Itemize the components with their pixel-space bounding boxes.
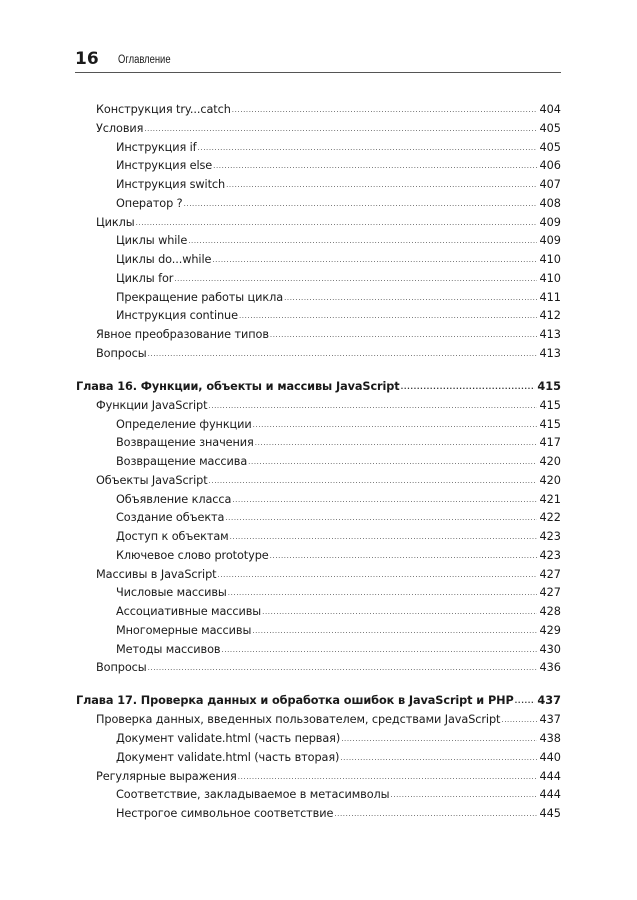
toc-entry-title: Инструкция if — [116, 140, 197, 154]
dot-leader — [188, 232, 537, 250]
toc-entry[interactable] — [116, 270, 561, 288]
toc-entry[interactable] — [116, 547, 561, 565]
toc-entry-page: 409 — [539, 215, 561, 229]
toc-entry-page: 444 — [539, 769, 561, 783]
toc-entry[interactable] — [116, 509, 561, 527]
toc-entry-title: Возвращение значения — [116, 436, 254, 450]
toc-entry-page: 430 — [539, 642, 561, 656]
header-rule — [75, 72, 561, 73]
dot-leader — [340, 749, 537, 767]
dot-leader — [255, 434, 538, 452]
dot-leader — [228, 584, 538, 602]
dot-leader — [209, 472, 538, 490]
toc-entry-title: Ассоциативные массивы — [116, 605, 262, 618]
dot-leader — [341, 730, 537, 748]
toc-entry-title: Регулярные выражения — [96, 769, 237, 783]
toc-entry[interactable] — [116, 176, 561, 194]
toc-entry-title: Проверка данных, введенных пользователем, средствами JavaScript — [96, 713, 501, 727]
toc-entry[interactable] — [96, 472, 561, 490]
toc-entry-page: 404 — [539, 103, 561, 116]
toc-entry-title: Циклы — [96, 215, 135, 229]
toc-entry-title: Глава 17. Проверка данных и обработка ошибок в JavaScript и PHP — [76, 694, 514, 707]
toc-entry[interactable] — [116, 307, 561, 325]
toc-entry-page: 420 — [539, 455, 561, 468]
toc-entry-title: Функции JavaScript — [96, 398, 208, 412]
dot-leader — [144, 120, 537, 138]
toc-entry-page: 437 — [539, 713, 561, 727]
toc-entry-title: Циклы while — [116, 234, 188, 248]
toc-entry[interactable] — [116, 232, 561, 250]
page-number: 16 — [75, 49, 99, 69]
toc-entry[interactable] — [116, 195, 561, 213]
toc-entry-title: Объекты JavaScript — [96, 473, 208, 487]
dot-leader — [334, 805, 537, 823]
toc-entry-title: Вопросы — [96, 661, 147, 675]
toc-entry-page: 444 — [539, 788, 561, 802]
toc-entry-page: 408 — [539, 196, 561, 210]
toc-entry-page: 407 — [539, 178, 561, 191]
toc-entry-page: 436 — [539, 661, 561, 675]
toc-entry-title: Конструкция try...catch — [96, 103, 231, 116]
toc-entry-page: 437 — [537, 694, 561, 707]
toc-entry-page: 410 — [539, 271, 561, 285]
toc-entry-title: Числовые массивы — [116, 586, 227, 600]
toc-entry-page: 411 — [539, 290, 561, 304]
dot-leader — [248, 453, 537, 471]
toc-entry[interactable] — [96, 214, 561, 232]
toc-entry[interactable] — [116, 528, 561, 546]
dot-leader — [239, 307, 537, 325]
toc-entry-page: 413 — [539, 346, 561, 360]
dot-leader — [232, 491, 537, 509]
toc-entry-page: 428 — [539, 605, 561, 618]
toc-entry-page: 415 — [539, 417, 561, 431]
toc-entry-page: 405 — [539, 121, 561, 135]
dot-leader — [148, 345, 538, 363]
dot-leader — [226, 176, 537, 194]
toc-entry-page: 417 — [539, 436, 561, 450]
toc-entry[interactable] — [116, 603, 561, 621]
dot-leader — [230, 528, 538, 546]
toc-entry-title: Ключевое слово prototype — [116, 548, 269, 562]
toc-entry-title: Условия — [96, 121, 144, 135]
toc-entry-page: 427 — [539, 567, 561, 581]
toc-entry-title: Вопросы — [96, 346, 147, 360]
toc-entry-page: 420 — [539, 473, 561, 487]
toc-entry-page: 412 — [539, 309, 561, 323]
toc-chapter-entry[interactable] — [76, 378, 561, 396]
toc-entry-page: 410 — [539, 253, 561, 266]
toc-entry[interactable] — [116, 749, 561, 767]
toc-entry[interactable] — [116, 805, 561, 823]
toc-entry-title: Инструкция switch — [116, 178, 226, 191]
toc-entry[interactable] — [96, 345, 561, 363]
dot-leader — [184, 195, 538, 213]
toc-entry-title: Инструкция continue — [116, 309, 238, 323]
toc-entry-title: Доступ к объектам — [116, 530, 229, 543]
toc-entry-page: 405 — [539, 140, 561, 154]
toc-entry[interactable] — [116, 491, 561, 509]
toc-entry-page: 415 — [537, 379, 561, 393]
toc-entry[interactable] — [116, 139, 561, 157]
dot-leader — [232, 101, 538, 119]
dot-leader — [221, 641, 537, 659]
toc-entry-page: 406 — [539, 159, 561, 173]
toc-entry-page: 429 — [539, 623, 561, 637]
running-head — [75, 49, 561, 73]
toc-entry[interactable] — [96, 711, 561, 729]
toc-entry[interactable] — [116, 434, 561, 452]
toc-entry[interactable] — [116, 641, 561, 659]
dot-leader — [401, 378, 536, 396]
toc-entry[interactable] — [116, 622, 561, 640]
toc-entry[interactable] — [96, 101, 561, 119]
dot-leader — [225, 509, 537, 527]
toc-entry[interactable] — [116, 416, 561, 434]
toc-entry[interactable] — [96, 326, 561, 344]
toc-entry[interactable] — [116, 289, 561, 307]
toc-entry-title: Объявление класса — [116, 492, 232, 506]
toc-entry-page: 438 — [539, 732, 561, 745]
toc-entry-title: Определение функции — [116, 417, 252, 431]
toc-entry[interactable] — [96, 659, 561, 677]
toc-entry-title: Прекращение работы цикла — [116, 290, 284, 304]
toc-entry[interactable] — [116, 786, 561, 804]
dot-leader — [213, 157, 537, 175]
dot-leader — [136, 214, 538, 232]
toc-entry-page: 440 — [539, 750, 561, 764]
dot-leader — [270, 547, 538, 565]
toc-entry-title: Документ validate.html (часть первая) — [116, 732, 341, 745]
dot-leader — [501, 711, 537, 729]
dot-leader — [252, 622, 537, 640]
toc-entry-title: Оператор ? — [116, 196, 183, 210]
toc-entry-title: Циклы do...while — [116, 253, 212, 266]
toc-entry-title: Многомерные массивы — [116, 623, 252, 637]
toc-entry-page: 423 — [539, 548, 561, 562]
toc-entry-page: 415 — [539, 398, 561, 412]
toc-entry-title: Инструкция else — [116, 159, 213, 173]
dot-leader — [284, 289, 537, 307]
dot-leader — [198, 139, 538, 157]
toc-entry[interactable] — [96, 566, 561, 584]
toc-entry-page: 445 — [539, 807, 561, 820]
toc-entry[interactable] — [116, 251, 561, 269]
toc-entry[interactable] — [116, 157, 561, 175]
toc-entry-title: Нестрогое символьное соответствие — [116, 807, 334, 820]
toc-chapter-entry[interactable] — [76, 692, 561, 710]
dot-leader — [217, 566, 537, 584]
toc-entry-title: Методы массивов — [116, 642, 221, 656]
running-head-title: Оглавление — [118, 54, 171, 66]
toc-entry[interactable] — [96, 397, 561, 415]
toc-entry[interactable] — [96, 120, 561, 138]
toc-entry-title: Глава 16. Функции, объекты и массивы JavaScript — [76, 379, 400, 393]
toc-entry-title: Создание объекта — [116, 511, 225, 525]
dot-leader — [238, 768, 538, 786]
toc-entry[interactable] — [96, 768, 561, 786]
dot-leader — [390, 786, 537, 804]
toc-entry-title: Возвращение массива — [116, 455, 248, 468]
toc-entry-page: 427 — [539, 586, 561, 600]
dot-leader — [212, 251, 537, 269]
toc-entry-title: Соответствие, закладываемое в метасимволы — [116, 788, 390, 802]
toc-entry-page: 413 — [539, 328, 561, 341]
dot-leader — [270, 326, 538, 344]
dot-leader — [148, 659, 538, 677]
toc-entry-page: 422 — [539, 511, 561, 525]
toc-entry[interactable] — [116, 584, 561, 602]
dot-leader — [174, 270, 537, 288]
dot-leader — [208, 397, 537, 415]
toc-entry-page: 409 — [539, 234, 561, 248]
dot-leader — [253, 416, 538, 434]
toc-entry[interactable] — [116, 453, 561, 471]
toc-entry-page: 423 — [539, 530, 561, 543]
dot-leader — [262, 603, 537, 621]
toc-entry-title: Явное преобразование типов — [96, 328, 269, 341]
toc-entry-title: Документ validate.html (часть вторая) — [116, 750, 340, 764]
toc-entry-title: Массивы в JavaScript — [96, 567, 217, 581]
toc-entry[interactable] — [116, 730, 561, 748]
toc-entry-title: Циклы for — [116, 271, 174, 285]
toc-entry-page: 421 — [539, 492, 561, 506]
dot-leader — [515, 692, 536, 710]
